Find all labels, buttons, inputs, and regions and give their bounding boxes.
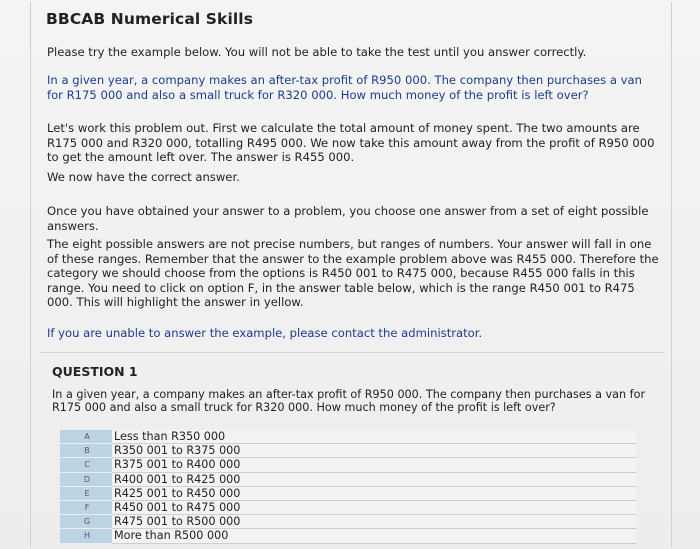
answer-option-c[interactable] — [60, 458, 636, 472]
option-label[interactable]: R350 001 to R375 000 — [112, 444, 636, 458]
answer-option-f[interactable] — [60, 500, 636, 514]
intro-instruction: Please try the example below. You will not be able to take the test until you answer correctly. — [47, 45, 587, 59]
option-letter: C — [60, 458, 112, 472]
option-letter: F — [60, 500, 112, 514]
answer-option-h[interactable] — [60, 529, 636, 543]
answer-option-e[interactable] — [60, 486, 636, 500]
option-letter: D — [60, 472, 112, 486]
option-letter: H — [60, 529, 112, 543]
answer-option-b[interactable] — [60, 444, 636, 458]
answer-table — [60, 430, 636, 544]
contact-admin-note: If you are unable to answer the example, please contact the administrator. — [47, 326, 483, 340]
question-text: In a given year, a company makes an after-tax profit of R950 000. The company then purchases a van for R175 000 and also a small truck for R320 000. How much money of the profit is left over? — [52, 388, 646, 414]
option-label[interactable]: R400 001 to R425 000 — [112, 472, 636, 486]
answer-option-d[interactable] — [60, 472, 636, 486]
question-title: QUESTION 1 — [52, 364, 138, 379]
option-label[interactable]: R475 001 to R500 000 — [112, 515, 636, 529]
answer-option-g[interactable] — [60, 515, 636, 529]
correct-answer-note: We now have the correct answer. — [47, 170, 240, 184]
option-label[interactable]: R425 001 to R450 000 — [112, 486, 636, 500]
answer-option-a[interactable] — [60, 430, 636, 444]
page-title: BBCAB Numerical Skills — [46, 10, 254, 28]
option-label[interactable]: R375 001 to R400 000 — [112, 458, 636, 472]
choose-answer-note: Once you have obtained your answer to a problem, you choose one answer from a set of eight possible answers. — [47, 204, 649, 233]
example-question: In a given year, a company makes an after-tax profit of R950 000. The company then purchases a van for R175 000 and also a small truck for R320 000. How much money of the profit is left over? — [47, 73, 642, 102]
option-label[interactable]: R450 001 to R475 000 — [112, 500, 636, 514]
option-letter: E — [60, 486, 112, 500]
option-label[interactable]: More than R500 000 — [112, 529, 636, 543]
ranges-explanation: The eight possible answers are not precise numbers, but ranges of numbers. Your answer will fall in one of these ranges. Remember that the answer to the example problem above was R455 000. Therefore the category we should choose from the options is R450 001 to R475 000, because R455 000 falls in this range. You need to click on option F, in the answer table below, which is the range R450 001 to R475 000. This will highlight the answer in yellow. — [47, 237, 659, 309]
option-letter: G — [60, 515, 112, 529]
example-explanation: Let's work this problem out. First we calculate the total amount of money spent. The two amounts are R175 000 and R320 000, totalling R495 000. We now take this amount away from the profit of R950 000 to get the amount left over. The answer is R455 000. — [47, 121, 655, 164]
option-letter: B — [60, 444, 112, 458]
option-label[interactable]: Less than R350 000 — [112, 430, 636, 444]
option-letter: A — [60, 430, 112, 444]
